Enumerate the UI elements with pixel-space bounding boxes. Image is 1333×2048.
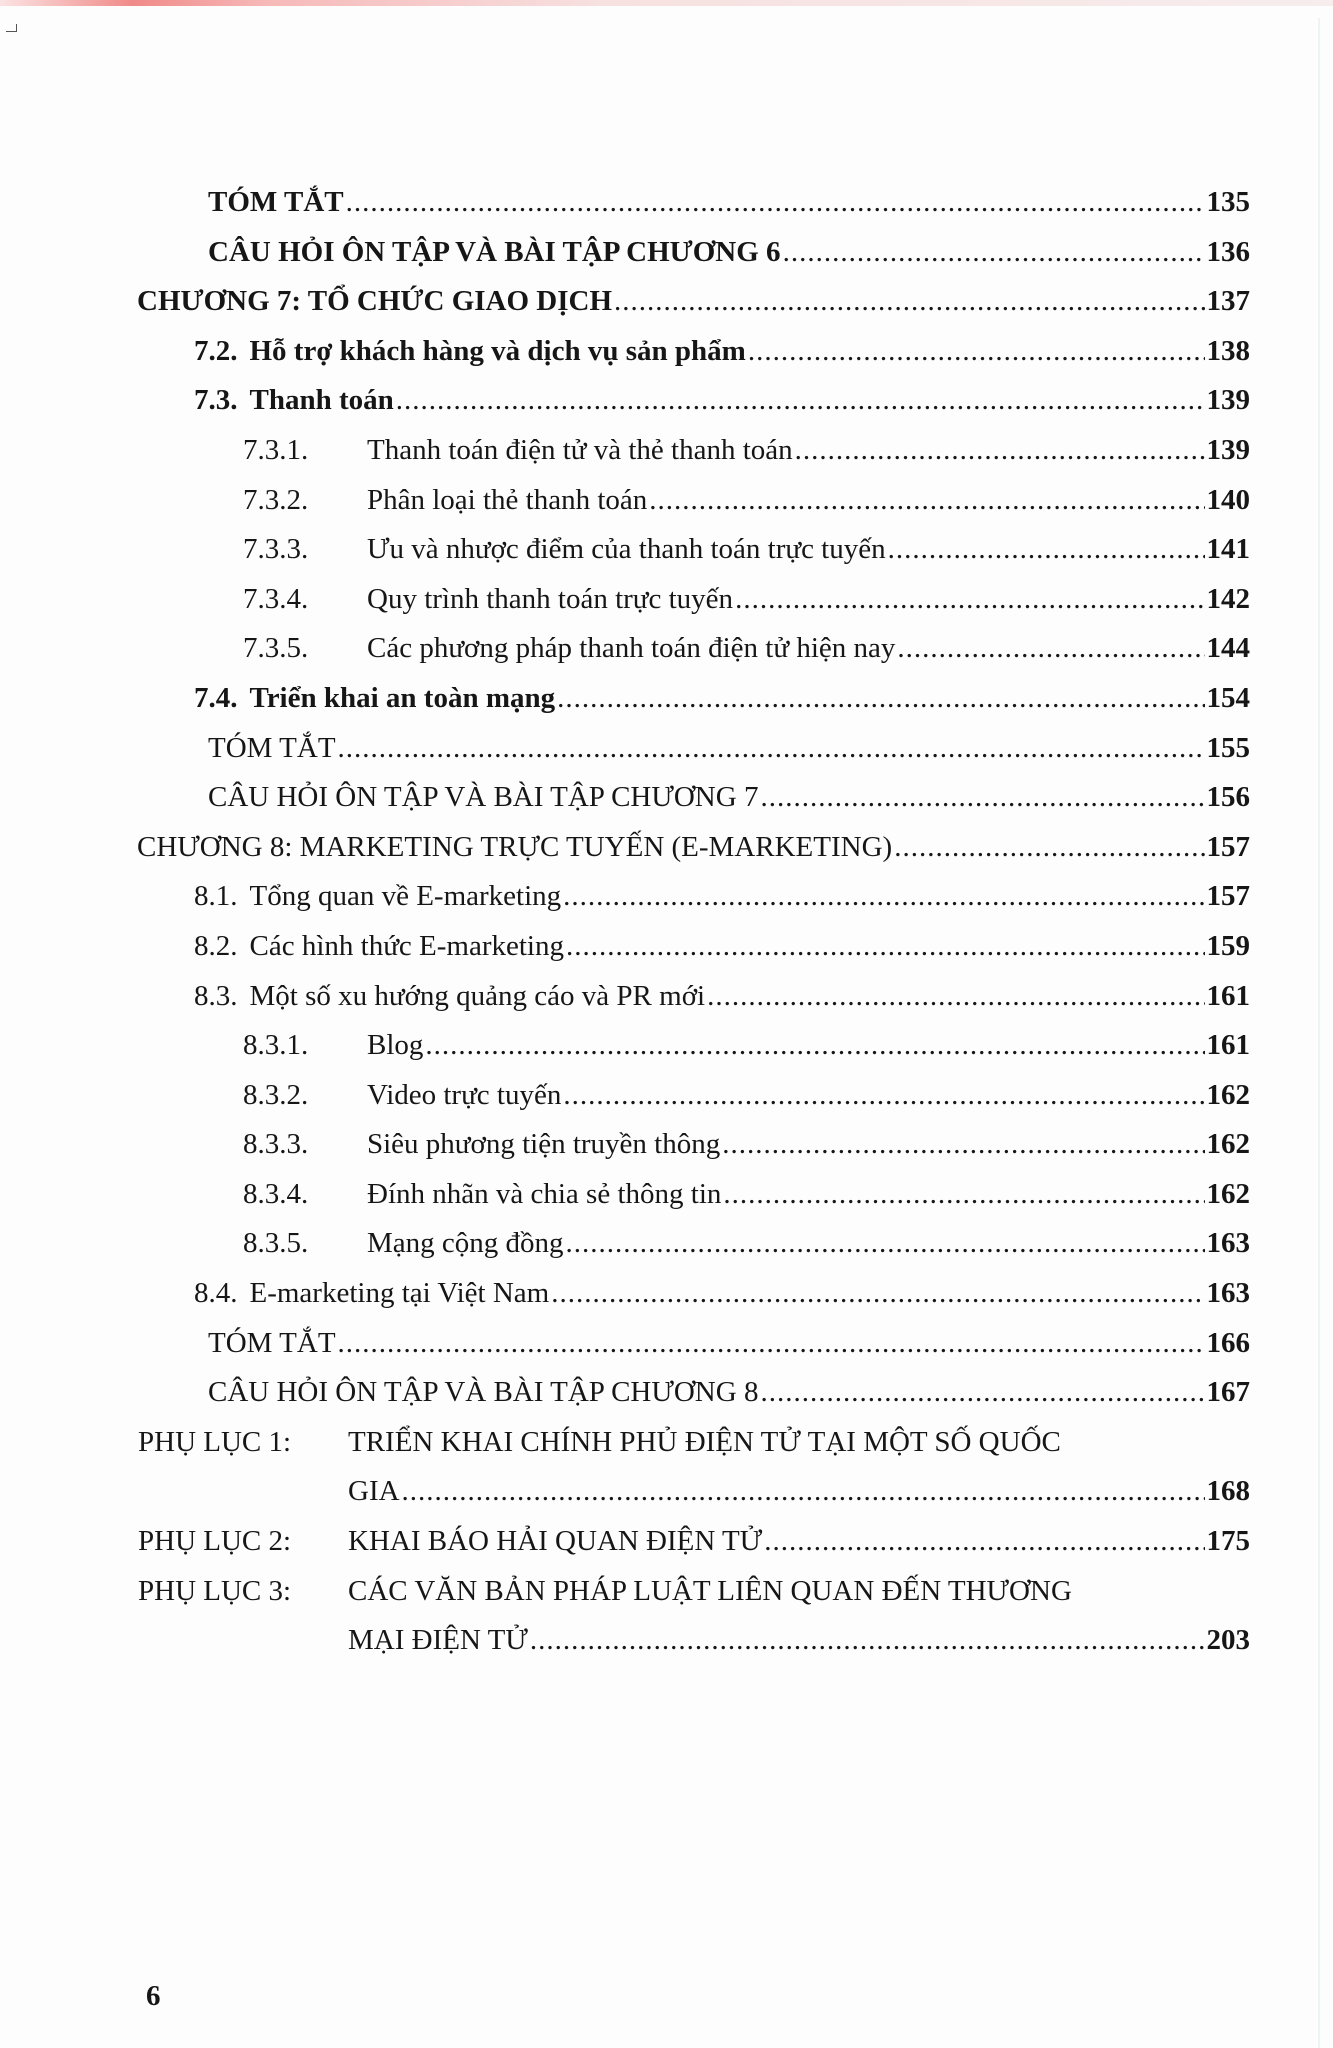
toc-entry-number: 7.2.: [194, 334, 238, 367]
dot-leader: [566, 1219, 1205, 1269]
toc-entry[interactable]: [0, 1170, 1333, 1220]
toc-entry-title: Các hình thức E-marketing: [249, 929, 564, 962]
toc-entry-line[interactable]: [194, 327, 1250, 377]
appendix-page: 168: [1206, 1475, 1250, 1508]
dot-leader: [346, 178, 1205, 228]
dot-leader: [649, 476, 1204, 526]
toc-entry[interactable]: [0, 476, 1333, 526]
toc-entry-line[interactable]: [208, 724, 1250, 774]
toc-entry-page: 162: [1206, 1128, 1250, 1161]
toc-entry-page: 162: [1206, 1078, 1250, 1111]
toc-entry-line[interactable]: [243, 1021, 1250, 1071]
toc-entry[interactable]: [0, 1368, 1333, 1418]
appendix-title-line2: MẠI ĐIỆN TỬ: [348, 1624, 528, 1657]
toc-entry-title: Các phương pháp thanh toán điện tử hiện nay: [367, 632, 896, 665]
toc-entry-page: 135: [1206, 186, 1250, 218]
appendix-entry-continued[interactable]: [0, 1616, 1333, 1666]
toc-entry-line[interactable]: [194, 674, 1250, 724]
dot-leader: [897, 624, 1204, 674]
appendix-entry[interactable]: [0, 1567, 1333, 1617]
appendix-page: 203: [1206, 1624, 1250, 1657]
toc-entry[interactable]: [0, 1269, 1333, 1319]
toc-entry-line[interactable]: [208, 178, 1250, 228]
toc-entry-page: 163: [1206, 1227, 1250, 1260]
dot-leader: [783, 228, 1205, 278]
toc-entry-page: 162: [1206, 1177, 1250, 1210]
page-number: 6: [146, 1980, 161, 2012]
toc-entry-line[interactable]: [208, 228, 1250, 278]
dot-leader: [795, 426, 1205, 476]
toc-entry-page: 141: [1206, 533, 1250, 566]
toc-entry-page: 167: [1206, 1376, 1250, 1409]
toc-entry[interactable]: [0, 773, 1333, 823]
toc-entry-line[interactable]: [208, 1368, 1250, 1418]
toc-entry-line[interactable]: [243, 624, 1250, 674]
dot-leader: [396, 376, 1205, 426]
toc-entry[interactable]: [0, 1319, 1333, 1369]
toc-entry-page: 142: [1206, 582, 1250, 615]
toc-entry[interactable]: [0, 1021, 1333, 1071]
dot-leader: [551, 1269, 1204, 1319]
toc-entry-title: Quy trình thanh toán trực tuyến: [367, 582, 734, 615]
toc-entry-number: 8.3.1.: [243, 1029, 309, 1062]
toc-entry-title: E-marketing tại Việt Nam: [249, 1277, 550, 1310]
toc-entry-number: 8.3.2.: [243, 1078, 309, 1111]
dot-leader: [566, 922, 1205, 972]
appendix-entry-line[interactable]: [348, 1467, 1250, 1517]
toc-entry-page: 155: [1206, 731, 1250, 764]
toc-entry-title: Video trực tuyến: [367, 1078, 562, 1111]
dot-leader: [735, 575, 1204, 625]
appendix-entry-line[interactable]: [348, 1517, 1250, 1567]
toc-entry[interactable]: [0, 872, 1333, 922]
toc-entry-page: 166: [1206, 1326, 1250, 1359]
toc-entry[interactable]: [0, 922, 1333, 972]
toc-entry-line[interactable]: [243, 1071, 1250, 1121]
appendix-title-line1: TRIỂN KHAI CHÍNH PHỦ ĐIỆN TỬ TẠI MỘT SỐ QUỐC: [348, 1425, 1061, 1458]
dot-leader: [707, 972, 1204, 1022]
appendix-entry[interactable]: [0, 1418, 1333, 1468]
toc-entry-number: 7.3.2.: [243, 483, 309, 516]
toc-entry-page: 161: [1206, 979, 1250, 1012]
appendix-title-line1: KHAI BÁO HẢI QUAN ĐIỆN TỬ: [348, 1525, 763, 1558]
toc-entry-title: TÓM TẮT: [208, 731, 336, 764]
dot-leader: [748, 327, 1205, 377]
dot-leader: [563, 872, 1204, 922]
toc-entry-number: 8.2.: [194, 929, 238, 962]
toc-entry-title: Ưu và nhược điểm của thanh toán trực tuyến: [367, 533, 886, 566]
toc-entry-number: 7.3.1.: [243, 433, 309, 466]
toc-entry-title: Mạng cộng đồng: [367, 1227, 564, 1260]
dot-leader: [557, 674, 1204, 724]
appendix-title-line2: GIA: [348, 1475, 400, 1508]
dot-leader: [888, 525, 1205, 575]
toc-entry-number: 7.3.5.: [243, 632, 309, 665]
toc-entry-title: CÂU HỎI ÔN TẬP VÀ BÀI TẬP CHƯƠNG 7: [208, 781, 759, 814]
toc-entry-number: 8.4.: [194, 1277, 238, 1310]
toc-entry[interactable]: [0, 972, 1333, 1022]
toc-entry-title: Tổng quan về E-marketing: [249, 880, 562, 913]
appendix-title-line1: CÁC VĂN BẢN PHÁP LUẬT LIÊN QUAN ĐẾN THƯƠNG: [348, 1574, 1072, 1607]
dot-leader: [614, 277, 1204, 327]
toc-entry-number: 7.3.3.: [243, 533, 309, 566]
toc-entry-page: 157: [1206, 880, 1250, 913]
dot-leader: [722, 1120, 1204, 1170]
appendix-entry[interactable]: [0, 1517, 1333, 1567]
dot-leader: [760, 1368, 1204, 1418]
toc-entry-number: 7.4.: [194, 681, 238, 714]
toc-entry-title: CHƯƠNG 7: TỔ CHỨC GIAO DỊCH: [137, 285, 613, 318]
toc-entry-line[interactable]: [243, 426, 1250, 476]
appendix-label: PHỤ LỤC 2:: [138, 1525, 292, 1558]
toc-entry[interactable]: [0, 178, 1333, 228]
toc-entry-page: 137: [1206, 285, 1250, 318]
toc-entry[interactable]: [0, 376, 1333, 426]
appendix-page: 175: [1206, 1525, 1250, 1558]
toc-entry[interactable]: [0, 277, 1333, 327]
toc-entry-title: TÓM TẮT: [208, 1326, 336, 1359]
dot-leader: [530, 1616, 1205, 1666]
toc-entry-line[interactable]: [243, 476, 1250, 526]
toc-entry-page: 138: [1206, 334, 1250, 367]
toc-entry-title: Đính nhãn và chia sẻ thông tin: [367, 1177, 722, 1210]
appendix-label: PHỤ LỤC 3:: [138, 1574, 292, 1607]
toc-entry[interactable]: [0, 1120, 1333, 1170]
toc-entry-line[interactable]: [243, 1219, 1250, 1269]
toc-entry-number: 8.3.3.: [243, 1128, 309, 1161]
toc-entry[interactable]: [0, 327, 1333, 377]
toc-entry-number: 8.3.: [194, 979, 238, 1012]
toc-entry-title: Triển khai an toàn mạng: [249, 681, 556, 714]
dot-leader: [563, 1071, 1204, 1121]
appendix-entry-continued[interactable]: [0, 1467, 1333, 1517]
toc-entry-line[interactable]: [208, 773, 1250, 823]
toc-entry-page: 156: [1206, 781, 1250, 814]
toc-entry-line[interactable]: [194, 1269, 1250, 1319]
appendix-entry-line[interactable]: [348, 1616, 1250, 1666]
toc-entry-page: 136: [1206, 235, 1250, 268]
toc-entry[interactable]: [0, 426, 1333, 476]
toc-entry-line[interactable]: [208, 1319, 1250, 1369]
dot-leader: [760, 773, 1204, 823]
toc-entry[interactable]: [0, 1071, 1333, 1121]
toc-entry-line[interactable]: [194, 872, 1250, 922]
toc-entry-line[interactable]: [194, 922, 1250, 972]
toc-entry-line[interactable]: [194, 376, 1250, 426]
toc-entry-page: 161: [1206, 1029, 1250, 1062]
dot-leader: [402, 1467, 1205, 1517]
toc-entry-number: 8.3.5.: [243, 1227, 309, 1260]
toc-entry-title: Hỗ trợ khách hàng và dịch vụ sản phẩm: [249, 334, 746, 367]
toc-entry-title: CHƯƠNG 8: MARKETING TRỰC TUYẾN (E-MARKETING): [137, 830, 893, 863]
dot-leader: [425, 1021, 1204, 1071]
dot-leader: [723, 1170, 1204, 1220]
toc-entry-number: 8.3.4.: [243, 1177, 309, 1210]
dot-leader: [338, 724, 1205, 774]
toc-entry-number: 7.3.4.: [243, 582, 309, 615]
toc-entry-title: TÓM TẮT: [208, 186, 344, 218]
toc-entry-page: 140: [1206, 483, 1250, 516]
toc-entry-title: Phân loại thẻ thanh toán: [367, 483, 648, 516]
toc-entry[interactable]: [0, 624, 1333, 674]
toc-entry-line[interactable]: [194, 972, 1250, 1022]
toc-entry-line[interactable]: [243, 575, 1250, 625]
toc-entry[interactable]: [0, 575, 1333, 625]
toc-entry-page: 154: [1206, 681, 1250, 714]
toc-entry-title: Thanh toán: [249, 384, 394, 417]
toc-entry-title: Blog: [367, 1029, 424, 1062]
toc-entry-page: 139: [1206, 384, 1250, 417]
toc-entry-title: Một số xu hướng quảng cáo và PR mới: [249, 979, 706, 1012]
appendix-label: PHỤ LỤC 1:: [138, 1425, 292, 1458]
toc-entry-page: 144: [1206, 632, 1250, 665]
toc-entry-line[interactable]: [243, 1170, 1250, 1220]
toc-entry-number: 7.3.: [194, 384, 238, 417]
toc-entry-title: CÂU HỎI ÔN TẬP VÀ BÀI TẬP CHƯƠNG 6: [208, 235, 781, 268]
table-of-contents: [0, 178, 1333, 1666]
toc-entry-page: 157: [1206, 830, 1250, 863]
crop-mark-icon: [6, 24, 17, 32]
toc-entry-page: 159: [1206, 929, 1250, 962]
toc-entry[interactable]: [0, 228, 1333, 278]
toc-entry[interactable]: [0, 1219, 1333, 1269]
dot-leader: [894, 823, 1204, 873]
toc-entry[interactable]: [0, 674, 1333, 724]
toc-entry-title: Thanh toán điện tử và thẻ thanh toán: [367, 433, 793, 466]
toc-entry-line[interactable]: [137, 277, 1250, 327]
toc-entry-line[interactable]: [137, 823, 1250, 873]
toc-entry-number: 8.1.: [194, 880, 238, 913]
toc-entry-page: 139: [1206, 433, 1250, 466]
toc-entry-title: Siêu phương tiện truyền thông: [367, 1128, 721, 1161]
toc-entry[interactable]: [0, 525, 1333, 575]
dot-leader: [338, 1319, 1205, 1369]
toc-entry-line[interactable]: [243, 1120, 1250, 1170]
scan-top-edge: [0, 0, 1333, 6]
toc-entry[interactable]: [0, 823, 1333, 873]
toc-entry-title: CÂU HỎI ÔN TẬP VÀ BÀI TẬP CHƯƠNG 8: [208, 1376, 759, 1409]
dot-leader: [764, 1517, 1204, 1567]
toc-entry-line[interactable]: [243, 525, 1250, 575]
toc-entry[interactable]: [0, 724, 1333, 774]
toc-entry-page: 163: [1206, 1277, 1250, 1310]
